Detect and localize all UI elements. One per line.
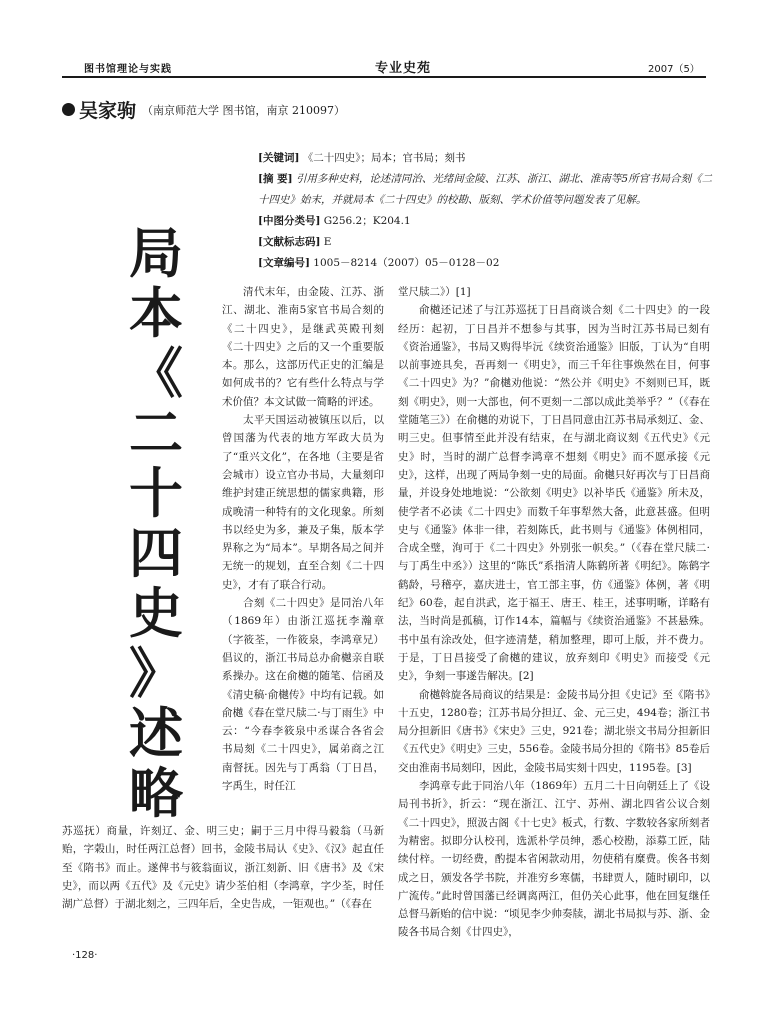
body-paragraph: 太平天国运动被镇压以后，以曾国藩为代表的地方军政大员为了“重兴文化”，在各地（主要是省会城市）设立官办书局，大量刻印维护封建正统思想的儒家典籍，形成晚清一种特有的文化现象。所刻书以经史为多，兼及子集，版本学界称之为“局本”。早期各局之间并无统一的规划，直至合刻《二十四史》，才有了联合行动。	[222, 414, 384, 591]
abstract-label: [摘 要]	[258, 173, 293, 185]
title-char: 《	[129, 341, 183, 405]
clc-value: G256.2；K204.1	[323, 215, 411, 227]
body-paragraph: 合刻《二十四史》是同治八年（1869年）由浙江巡抚李瀚章（字筱荃，一作筱泉，李鸿章兄）倡议的，浙江书局总办俞樾亲自联系操办。这在俞樾的随笔、信函及《清史稿·俞樾传》中均有记载。如俞樾《春在堂尺牍二·与丁雨生》中云：“今春李筱泉中丞谋合各省会书局刻《二十四史》，属弟商之江南督抚。因先与丁禹翁（丁日昌，字禹生，时任江	[222, 597, 384, 793]
clc-row	[258, 211, 716, 232]
abstract-row	[258, 169, 716, 211]
abstract-text: 引用多种史料，论述清同治、光绪间金陵、江苏、浙江、湖北、淮南等5所官书局合刻《二十四史》始末，并就局本《二十四史》的校勘、版刻、学术价值等问题发表了见解。	[258, 173, 713, 206]
bullet-icon	[62, 103, 75, 116]
section-name: 专业史苑	[375, 61, 432, 76]
body-column-left	[222, 283, 384, 795]
clc-label: [中图分类号]	[258, 215, 321, 227]
author-name: 吴家驹	[79, 100, 137, 122]
doc-code-value: E	[323, 236, 332, 248]
body-paragraph: 堂尺牍二》）[1]	[398, 286, 471, 298]
body-paragraph: 俞樾斡旋各局商议的结果是：金陵书局分担《史记》至《隋书》十五史，1280卷；江苏书局分担辽、金、元三史，494卷；浙江书局分担新旧《唐书》《宋史》三史，921卷；湖北崇文书局分担新旧《五代史》《明史》三史，556卷。金陵书局分担的《隋书》85卷后交由淮南书局刻印，因此，金陵书局实刻十四史，1195卷。[3]	[398, 688, 710, 774]
article-title	[116, 223, 196, 823]
journal-name: 图书馆理论与实践	[84, 64, 172, 75]
body-paragraph: 苏巡抚）商量，许刻辽、金、明三史；嗣于三月中得马毅翁（马新贻，字榖山，时任两江总督）回书，金陵书局认《史》、《汉》起直任至《隋书》而止。遂俾书与筱翁面议，浙江刻新、旧《唐书》及《宋史》，而以两《五代》及《元史》请少荃伯相（李鸿章，字少荃，时任湖广总督）于湖北刻之，三四年后，全史告成，一钜观也。”（《春在	[62, 825, 384, 911]
title-char: 十	[129, 461, 183, 525]
doc-code-row	[258, 232, 716, 253]
article-number-value: 1005－8214（2007）05－0128－02	[313, 257, 500, 269]
body-paragraph: 清代末年，由金陵、江苏、浙江、湖北、淮南5家官书局合刻的《二十四史》，是继武英殿刊刻《二十四史》之后的又一个重要版本。那么，这部历代正史的汇编是如何成书的？它有些什么特点与学术价值？本文试做一简略的评述。	[222, 286, 384, 408]
running-header	[0, 0, 768, 78]
page-number: ·128·	[72, 950, 98, 961]
title-char: 史	[129, 581, 183, 645]
title-char: 局	[129, 221, 183, 285]
article-number-label: [文章编号]	[258, 257, 310, 269]
keywords-value: 《二十四史》；局本；官书局；刻书	[302, 152, 466, 164]
body-column-right	[398, 283, 710, 942]
article-number-row	[258, 253, 716, 274]
title-char: 》	[129, 641, 183, 705]
title-char: 本	[129, 281, 183, 345]
author-affiliation: （南京师范大学 图书馆，南京 210097）	[142, 103, 345, 117]
title-char: 二	[129, 401, 183, 465]
body-paragraph: 俞樾还记述了与江苏巡抚丁日昌商谈合刻《二十四史》的一段经历：起初，丁日昌并不想参与其事，因为当时江苏书局已刻有《资治通鉴》，书局又购得毕沅《续资治通鉴》旧版，丁认为“自明以前事迹具矣，吾再刻一《明史》，而三千年往事焕然在目，何事《二十四史》为？”俞樾劝他说：“然公并《明史》不刻则已耳，既刻《明史》，则一大部也，何不更刻一二部以成此美举乎？”（《春在堂随笔三》）在俞樾的劝说下，丁日昌同意由江苏书局承刻辽、金、明三史。但事情至此并没有结束，在与湖北商议刻《五代史》《元史》时，当时的湖广总督李鸿章不想刻《明史》而不愿承接《元史》，这样，出现了两局争刻一史的局面。俞樾只好再次与丁日昌商量，并设身处地地说：“公欲刻《明史》以补毕氏《通鉴》所未及，使学者不必读《二十四史》而数千年事犁然大备，此意甚盛。但明史与《通鉴》体非一律，若刻陈氏，此书则与《通鉴》体例相同，合成全璧，洵可于《二十四史》外别张一帜矣。”（《春在堂尺牍二·与丁禹生中丞》）这里的“陈氏”系指清人陈鹤所著《明纪》。陈鹤字鹤龄，号稽亭，嘉庆进士，官工部主事，仿《通鉴》体例，著《明纪》60卷，起自洪武，迄于福王、唐王、桂王，述事明晰，详略有法，当时尚是孤稿，订作14本，篇幅与《续资治通鉴》不甚悬殊。书中虽有涂改处，但字迹清楚，稍加整理，即可上版，并不费力。于是，丁日昌接受了俞樾的建议，放弃刻印《明史》而接受《元史》，争刻一事遂告解决。[2]	[398, 304, 710, 683]
author-line	[62, 96, 345, 120]
header-rule	[62, 76, 706, 78]
article-metadata	[258, 148, 716, 274]
title-char: 略	[129, 761, 183, 825]
issue-number: 2007（5）	[648, 64, 700, 75]
keywords-row	[258, 148, 716, 169]
keywords-label: [关键词]	[258, 152, 300, 164]
body-continuation-wide	[62, 822, 384, 913]
title-char: 四	[129, 521, 183, 585]
title-char: 述	[129, 701, 183, 765]
body-paragraph: 李鸿章专此于同治八年（1869年）五月二十日向朝廷上了《设局刊书折》，折云：“现在浙江、江宁、苏州、湖北四省公议合刻《二十四史》，照汲古阁《十七史》板式，行数、字数较各家所刻者为精密。拟即分认校刊，选派朴学员绅，悉心校勘，添募工匠，陆续付梓。一切经费，酌提本省闲款动用，勿使稍有糜费。俟各书刻成之日，颁发各学书院，并准穷乡寒儒，书肆贾人，随时刷印，以广流传。”此时曾国藩已经调离两江，但仍关心此事，他在回复继任总督马新贻的信中说：“顷见李少帅奏牍，湖北书局拟与苏、浙、金陵各书局合刻《廿四史》，	[398, 780, 710, 939]
doc-code-label: [文献标志码]	[258, 236, 321, 248]
